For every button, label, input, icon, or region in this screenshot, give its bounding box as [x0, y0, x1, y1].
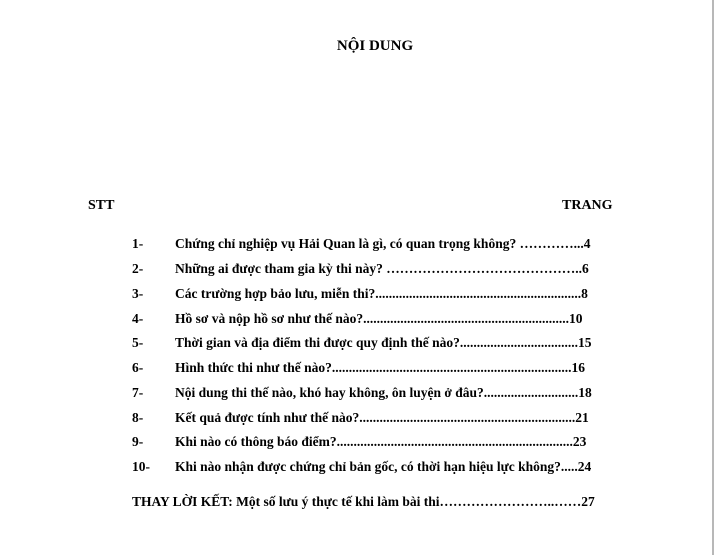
- toc-item-text: Các trường hợp bảo lưu, miễn thi?.............................................................8: [175, 286, 588, 301]
- toc-item-number: 9-: [132, 434, 144, 449]
- toc-item-text: Hồ sơ và nộp hồ sơ như thế nào?.............................................................10: [175, 311, 583, 326]
- toc-item-text: Kết quả được tính như thế nào?................................................................21: [175, 410, 589, 425]
- toc-item-number: 4-: [132, 311, 144, 326]
- toc-item-text: Chứng chỉ nghiệp vụ Hải Quan là gì, có quan trọng không? …………...4: [175, 236, 591, 251]
- toc-item-number: 7-: [132, 385, 144, 400]
- toc-item-number: 10-: [132, 459, 150, 474]
- toc-item-text: Khi nào có thông báo điểm?......................................................................23: [175, 434, 587, 449]
- toc-item-number: 6-: [132, 360, 144, 375]
- toc-item-text: Khi nào nhận được chứng chỉ bản gốc, có thời hạn hiệu lực không?.....24: [175, 459, 592, 474]
- toc-item-text: Thời gian và địa điểm thi được quy định thế nào?...................................15: [175, 335, 592, 350]
- column-header-trang: TRANG: [562, 198, 613, 213]
- toc-item-number: 8-: [132, 410, 144, 425]
- toc-item-number: 1-: [132, 236, 144, 251]
- column-header-stt: STT: [88, 198, 115, 213]
- toc-item-number: 3-: [132, 286, 144, 301]
- toc-item-text: Những ai được tham gia kỳ thi này? ……………………………………..6: [175, 261, 589, 276]
- closing-note: THAY LỜI KẾT: Một số lưu ý thực tế khi làm bài thi……………………..……27: [132, 494, 595, 509]
- toc-item-text: Nội dung thi thế nào, khó hay không, ôn luyện ở đâu?............................18: [175, 385, 592, 400]
- page-title: NỘI DUNG: [336, 38, 414, 54]
- toc-item-number: 5-: [132, 335, 144, 350]
- toc-item-text: Hình thức thi như thế nào?.......................................................................16: [175, 360, 585, 375]
- toc-item-number: 2-: [132, 261, 144, 276]
